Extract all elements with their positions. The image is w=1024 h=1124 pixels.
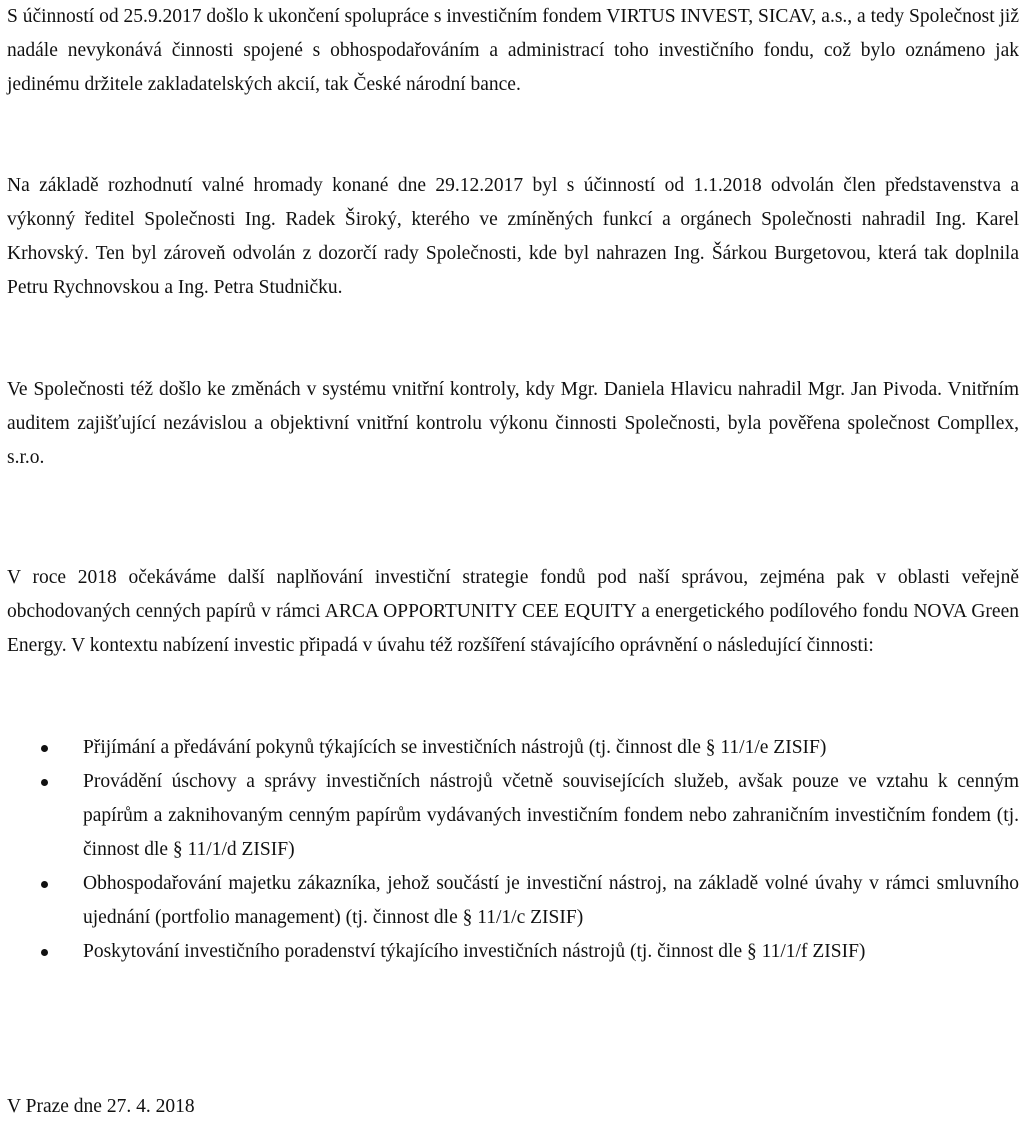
list-item-text: Přijímání a předávání pokynů týkajících se investičních nástrojů (tj. činnost dle § 11/1/e ZISIF) <box>83 737 827 758</box>
place-and-date: V Praze dne 27. 4. 2018 <box>7 1096 195 1117</box>
paragraph-board-changes: Na základě rozhodnutí valné hromady konané dne 29.12.2017 byl s účinností od 1.1.2018 odvolán člen představenstva a výkonný ředitel Společnosti Ing. Radek Široký, kterého ve zmíněných funkcí a orgánech Společnosti nahradil Ing. Karel Krhovský. Ten byl zároveň odvolán z dozorčí rady Společnosti, kde byl nahrazen Ing. Šárkou Burgetovou, která tak doplnila Petru Rychnovskou a Ing. Petra Studničku. <box>7 175 1019 298</box>
list-item <box>7 731 1019 765</box>
list-item <box>7 867 1019 935</box>
paragraph-internal-control: Ve Společnosti též došlo ke změnách v systému vnitřní kontroly, kdy Mgr. Daniela Hlavicu nahradil Mgr. Jan Pivoda. Vnitřním auditem zajišťující nezávislou a objektivní vnitřní kontrolu výkonu činnosti Společnosti, byla pověřena společnost Compllex, s.r.o. <box>7 379 1019 468</box>
list-item <box>7 765 1019 867</box>
bullet-icon <box>41 949 48 956</box>
list-item <box>7 935 1019 969</box>
bullet-icon <box>41 881 48 888</box>
paragraph-outlook-2018: V roce 2018 očekáváme další naplňování investiční strategie fondů pod naší správou, zejména pak v oblasti veřejně obchodovaných cenných papírů v rámci ARCA OPPORTUNITY CEE EQUITY a energetického podílového fondu NOVA Green Energy. V kontextu nabízení investic připadá v úvahu též rozšíření stávajícího oprávnění o následující činnosti: <box>7 567 1019 656</box>
bullet-icon <box>41 745 48 752</box>
activities-list <box>7 731 1019 969</box>
list-item-text: Obhospodařování majetku zákazníka, jehož součástí je investiční nástroj, na základě volné úvahy v rámci smluvního ujednání (portfolio management) (tj. činnost dle § 11/1/c ZISIF) <box>83 873 1019 928</box>
paragraph-cooperation-termination: S účinností od 25.9.2017 došlo k ukončení spolupráce s investičním fondem VIRTUS INVEST, SICAV, a.s., a tedy Společnost již nadále nevykonává činnosti spojené s obhospodařováním a administrací toho investičního fondu, což bylo oznámeno jak jedinému držitele zakladatelských akcií, tak České národní bance. <box>7 6 1019 95</box>
bullet-icon <box>41 779 48 786</box>
list-item-text: Provádění úschovy a správy investičních nástrojů včetně souvisejících služeb, avšak pouze ve vztahu k cenným papírům a zaknihovaným cenným papírům vydávaných investičním fondem nebo zahraničním investičním fondem (tj. činnost dle § 11/1/d ZISIF) <box>83 771 1019 860</box>
list-item-text: Poskytování investičního poradenství týkajícího investičních nástrojů (tj. činnost dle § 11/1/f ZISIF) <box>83 941 866 962</box>
